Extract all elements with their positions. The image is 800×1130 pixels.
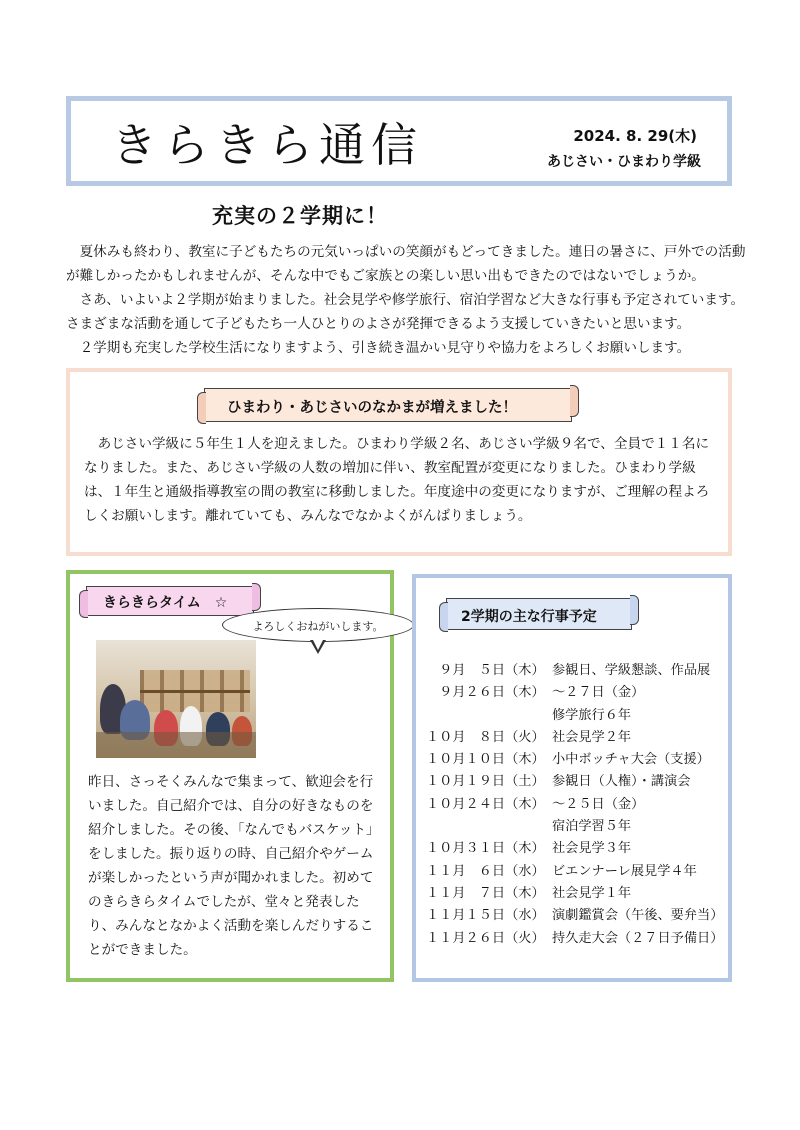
event-item xyxy=(426,749,732,771)
speech-bubble-tail xyxy=(310,640,326,654)
photo-child xyxy=(96,732,256,758)
events-section xyxy=(412,574,732,982)
event-item xyxy=(426,727,732,749)
event-item xyxy=(426,928,732,950)
event-date: １０月２４日（木） xyxy=(426,796,545,812)
event-name: 宿泊学習５年 xyxy=(552,819,632,835)
event-item xyxy=(426,771,732,793)
new-members-section xyxy=(66,368,732,556)
event-item xyxy=(426,883,732,905)
event-name: 社会見学２年 xyxy=(552,729,632,745)
event-name: 社会見学１年 xyxy=(552,885,632,901)
class-name: あじさい・ひまわり学級 xyxy=(547,154,701,170)
new-members-banner: ひまわり・あじさいのなかまが増えました！ xyxy=(204,388,572,422)
event-name: 修学旅行６年 xyxy=(552,707,632,723)
event-item xyxy=(426,705,732,727)
event-name: 参観日、学級懇談、作品展 xyxy=(552,663,711,678)
event-item xyxy=(426,682,732,704)
intro-paragraph: 夏休みも終わり、教室に子どもたちの元気いっぱいの笑顔がもどってきました。連日の暑さに、戸外での活動が難しかったかもしれませんが、そんな中でもご家族との楽しい思い出もできたのではないでしょうか。 xyxy=(66,244,746,284)
issue-date: 2024. 8. 29(木) xyxy=(573,127,697,145)
event-item xyxy=(426,861,732,883)
event-name: 持久走大会（２７日予備日） xyxy=(552,930,724,946)
event-item xyxy=(426,838,732,860)
event-item xyxy=(426,794,732,816)
event-name: 社会見学３年 xyxy=(552,841,632,857)
event-date: １０月 ８日（火） xyxy=(426,729,545,745)
event-name: 小中ボッチャ大会（支援） xyxy=(552,752,710,768)
events-list xyxy=(426,660,732,950)
events-banner: 2学期の主な行事予定 xyxy=(446,598,632,630)
kirakira-time-text: 昨日、さっそくみんなで集まって、歓迎会を行いました。自己紹介では、自分の好きなものを紹介しました。その後、「なんでもバスケット」をしました。振り返りの時、自己紹介やゲームが楽しかったという声が聞かれました。初めてのきらきらタイムでしたが、堂々と発表したり、みんなとなかよく活動を楽しんだりすることができました。 xyxy=(88,774,380,958)
newsletter-header xyxy=(66,96,732,186)
event-date: １１月１５日（水） xyxy=(426,908,545,924)
event-date: １１月 ６日（水） xyxy=(426,863,545,879)
event-name: ～２５日（金） xyxy=(552,796,645,812)
event-date: ９月 ５日（木） xyxy=(426,663,545,678)
new-members-text xyxy=(84,432,718,528)
event-item xyxy=(426,816,732,838)
newsletter-title: きらきら通信 xyxy=(111,118,423,172)
intro-heading: 充実の２学期に！ xyxy=(212,204,388,228)
speech-bubble: よろしくおねがいします。 xyxy=(222,608,414,642)
classroom-photo xyxy=(96,640,256,758)
event-name: 参観日（人権）・講演会 xyxy=(552,774,691,790)
kirakira-time-section xyxy=(66,570,394,982)
event-date: １０月１９日（土） xyxy=(426,774,545,790)
event-date: １０月１０日（木） xyxy=(426,752,545,768)
intro-text xyxy=(66,240,746,360)
event-date: １０月３１日（木） xyxy=(426,841,545,857)
event-name: ～２７日（金） xyxy=(552,685,645,701)
event-item xyxy=(426,660,732,682)
kirakira-time-banner: きらきらタイム ☆ xyxy=(86,586,254,616)
photo-shelf-edge xyxy=(140,690,250,693)
event-name: ビエンナーレ展見学４年 xyxy=(552,863,697,879)
event-date: １１月 ７日（木） xyxy=(426,885,545,901)
new-members-paragraph: あじさい学級に５年生１人を迎えました。ひまわり学級２名、あじさい学級９名で、全員で１１名になりました。また、あじさい学級の人数の増加に伴い、教室配置が変更になりました。ひまわり学級は、１年生と通級指導教室の間の教室に移動しました。年度途中の変更になりますが、ご理解の程よろしくお願いします。離れていても、みんなでなかよくがんばりましょう。 xyxy=(84,436,710,524)
intro-paragraph: ２学期も充実した学校生活になりますよう、引き続き温かい見守りや協力をよろしくお願いします。 xyxy=(79,340,691,356)
event-date: １１月２６日（火） xyxy=(426,930,545,946)
event-date: ９月２６日（木） xyxy=(426,685,545,701)
event-name: 演劇鑑賞会（午後、要弁当） xyxy=(552,908,724,924)
intro-paragraph: さあ、いよいよ２学期が始まりました。社会見学や修学旅行、宿泊学習など大きな行事も予定されています。さまざまな活動を通して子どもたち一人ひとりのよさが発揮できるよう支援していきたいと思います。 xyxy=(66,292,745,332)
event-item xyxy=(426,905,732,927)
